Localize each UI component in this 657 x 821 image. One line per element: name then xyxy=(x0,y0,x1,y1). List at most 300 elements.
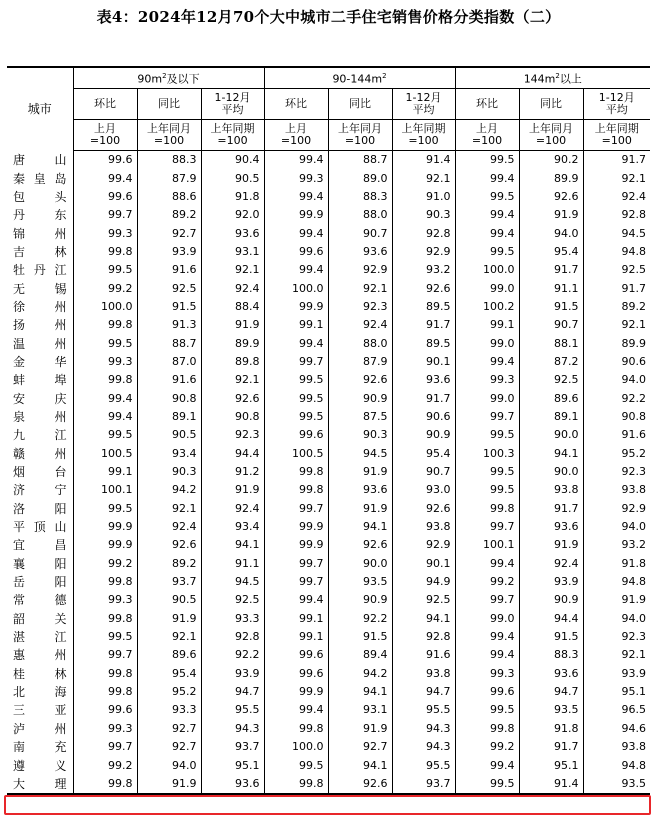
city-name: 九江 xyxy=(13,428,67,443)
table-row xyxy=(7,683,650,701)
index-value-cell: 99.0 xyxy=(455,279,519,297)
city-name: 桂林 xyxy=(13,666,67,681)
group-header-text: 144m xyxy=(523,72,556,86)
index-value-cell: 93.9 xyxy=(583,665,650,683)
index-value-cell: 99.9 xyxy=(73,518,137,536)
index-value-cell: 99.6 xyxy=(73,151,137,170)
index-value-cell: 91.7 xyxy=(519,500,583,518)
index-value-cell: 99.7 xyxy=(73,738,137,756)
index-value-cell: 100.2 xyxy=(455,298,519,316)
group-header-text: 90m xyxy=(137,72,163,86)
index-value-cell: 92.2 xyxy=(201,646,264,664)
index-value-cell: 94.8 xyxy=(583,243,650,261)
index-value-cell: 94.5 xyxy=(583,224,650,242)
index-value-cell: 94.1 xyxy=(328,518,392,536)
index-value-cell: 94.7 xyxy=(392,683,455,701)
index-value-cell: 99.5 xyxy=(455,426,519,444)
index-value-cell: 89.5 xyxy=(392,334,455,352)
index-value-cell: 94.4 xyxy=(519,610,583,628)
index-value-cell: 93.4 xyxy=(137,445,201,463)
index-value-cell: 99.9 xyxy=(264,206,328,224)
index-value-cell: 92.4 xyxy=(137,518,201,536)
sub-column-header: 1-12月 平均 xyxy=(583,89,650,120)
sub-column-header: 1-12月 平均 xyxy=(392,89,455,120)
index-value-cell: 94.2 xyxy=(328,665,392,683)
city-name: 秦皇岛 xyxy=(13,171,67,186)
table-row xyxy=(7,298,650,316)
index-value-cell: 91.8 xyxy=(201,188,264,206)
index-value-cell: 93.9 xyxy=(201,665,264,683)
table-row xyxy=(7,536,650,554)
index-value-cell: 100.0 xyxy=(73,298,137,316)
index-value-cell: 89.1 xyxy=(137,408,201,426)
index-value-cell: 88.1 xyxy=(519,334,583,352)
page-title: 表4：2024年12月70个大中城市二手住宅销售价格分类指数（二） xyxy=(96,8,561,26)
index-value-cell: 90.1 xyxy=(392,555,455,573)
index-value-cell: 91.9 xyxy=(328,500,392,518)
index-value-cell: 91.9 xyxy=(519,206,583,224)
index-value-cell: 100.1 xyxy=(73,481,137,499)
index-value-cell: 99.4 xyxy=(73,408,137,426)
index-value-cell: 93.6 xyxy=(392,371,455,389)
city-name: 常德 xyxy=(13,593,67,608)
index-value-cell: 94.8 xyxy=(583,756,650,774)
table-row xyxy=(7,500,650,518)
index-value-cell: 99.6 xyxy=(73,701,137,719)
index-value-cell: 99.9 xyxy=(264,298,328,316)
index-value-cell: 89.2 xyxy=(137,206,201,224)
index-value-cell: 87.5 xyxy=(328,408,392,426)
index-value-cell: 99.3 xyxy=(73,591,137,609)
index-value-cell: 93.6 xyxy=(328,481,392,499)
table-row xyxy=(7,261,650,279)
index-value-cell: 92.8 xyxy=(392,224,455,242)
index-value-cell: 90.9 xyxy=(519,591,583,609)
index-value-cell: 99.5 xyxy=(73,426,137,444)
index-value-cell: 91.6 xyxy=(392,646,455,664)
index-value-cell: 99.5 xyxy=(73,334,137,352)
index-value-cell: 99.9 xyxy=(264,536,328,554)
index-value-cell: 99.7 xyxy=(455,408,519,426)
index-value-cell: 99.7 xyxy=(73,206,137,224)
index-value-cell: 99.5 xyxy=(455,775,519,794)
index-value-cell: 88.3 xyxy=(137,151,201,170)
group-header-sup: 2 xyxy=(382,72,387,81)
city-name: 惠州 xyxy=(13,648,67,663)
index-value-cell: 92.1 xyxy=(392,169,455,187)
table-row xyxy=(7,445,650,463)
index-value-cell: 91.8 xyxy=(519,720,583,738)
index-value-cell: 89.6 xyxy=(137,646,201,664)
table-row xyxy=(7,738,650,756)
city-name: 大理 xyxy=(7,775,73,794)
index-value-cell: 95.1 xyxy=(519,756,583,774)
index-value-cell: 92.8 xyxy=(392,628,455,646)
index-value-cell: 99.2 xyxy=(455,573,519,591)
index-value-cell: 92.2 xyxy=(583,389,650,407)
sub-column-header: 环比 xyxy=(73,89,137,120)
index-value-cell: 93.9 xyxy=(519,573,583,591)
index-value-cell: 99.4 xyxy=(455,756,519,774)
city-name: 宜昌 xyxy=(13,538,67,553)
index-value-cell: 99.8 xyxy=(73,775,137,794)
index-value-cell: 92.9 xyxy=(392,536,455,554)
index-value-cell: 99.7 xyxy=(264,353,328,371)
index-value-cell: 93.1 xyxy=(201,243,264,261)
index-value-cell: 90.7 xyxy=(392,463,455,481)
index-value-cell: 99.8 xyxy=(73,665,137,683)
index-value-cell: 94.2 xyxy=(137,481,201,499)
index-value-cell: 92.5 xyxy=(392,591,455,609)
index-value-cell: 99.4 xyxy=(264,701,328,719)
city-name: 平顶山 xyxy=(13,520,67,535)
index-value-cell: 99.4 xyxy=(455,224,519,242)
index-value-cell: 90.0 xyxy=(519,426,583,444)
index-value-cell: 90.3 xyxy=(328,426,392,444)
index-value-cell: 90.6 xyxy=(583,353,650,371)
index-value-cell: 92.1 xyxy=(201,261,264,279)
index-value-cell: 90.9 xyxy=(392,426,455,444)
index-value-cell: 92.9 xyxy=(328,261,392,279)
index-value-cell: 92.9 xyxy=(392,243,455,261)
index-value-cell: 100.0 xyxy=(264,738,328,756)
index-value-cell: 99.3 xyxy=(73,720,137,738)
table-row xyxy=(7,224,650,242)
index-value-cell: 88.4 xyxy=(201,298,264,316)
index-value-cell: 99.1 xyxy=(264,610,328,628)
index-value-cell: 99.3 xyxy=(455,665,519,683)
table-row xyxy=(7,151,650,170)
table-row xyxy=(7,573,650,591)
index-value-cell: 90.7 xyxy=(328,224,392,242)
index-value-cell: 90.6 xyxy=(392,408,455,426)
city-name: 赣州 xyxy=(13,446,67,461)
index-value-cell: 95.4 xyxy=(137,665,201,683)
city-name: 丹东 xyxy=(13,208,67,223)
index-value-cell: 89.0 xyxy=(328,169,392,187)
index-value-cell: 90.5 xyxy=(201,169,264,187)
base-column-header: 上年同期 =100 xyxy=(201,120,264,151)
index-value-cell: 88.3 xyxy=(328,188,392,206)
index-value-cell: 99.8 xyxy=(73,243,137,261)
index-value-cell: 99.6 xyxy=(264,243,328,261)
sub-column-header: 1-12月 平均 xyxy=(201,89,264,120)
table-body xyxy=(7,151,650,795)
index-value-cell: 92.5 xyxy=(137,279,201,297)
index-value-cell: 94.5 xyxy=(201,573,264,591)
index-value-cell: 93.2 xyxy=(583,536,650,554)
index-value-cell: 92.5 xyxy=(201,591,264,609)
index-value-cell: 91.5 xyxy=(137,298,201,316)
index-value-cell: 92.9 xyxy=(583,500,650,518)
index-value-cell: 89.2 xyxy=(583,298,650,316)
index-value-cell: 91.1 xyxy=(519,279,583,297)
index-value-cell: 99.4 xyxy=(73,389,137,407)
index-value-cell: 91.9 xyxy=(328,463,392,481)
index-value-cell: 93.3 xyxy=(201,610,264,628)
index-value-cell: 99.7 xyxy=(455,518,519,536)
index-value-cell: 89.9 xyxy=(201,334,264,352)
group-header xyxy=(455,67,650,89)
index-value-cell: 93.6 xyxy=(328,243,392,261)
table-row xyxy=(7,188,650,206)
index-value-cell: 99.4 xyxy=(73,169,137,187)
index-value-cell: 87.2 xyxy=(519,353,583,371)
index-value-cell: 92.5 xyxy=(583,261,650,279)
index-value-cell: 93.8 xyxy=(583,481,650,499)
city-name: 南充 xyxy=(13,740,67,755)
index-value-cell: 91.9 xyxy=(583,591,650,609)
index-value-cell: 92.4 xyxy=(583,188,650,206)
index-value-cell: 94.5 xyxy=(328,445,392,463)
index-value-cell: 99.9 xyxy=(264,518,328,536)
index-value-cell: 92.7 xyxy=(328,738,392,756)
index-value-cell: 93.3 xyxy=(137,701,201,719)
index-value-cell: 99.4 xyxy=(455,206,519,224)
index-value-cell: 99.4 xyxy=(455,646,519,664)
sub-column-header: 同比 xyxy=(137,89,201,120)
group-header-text: 90-144m xyxy=(332,72,383,86)
index-value-cell: 94.0 xyxy=(583,371,650,389)
index-value-cell: 91.1 xyxy=(201,555,264,573)
index-value-cell: 99.2 xyxy=(455,738,519,756)
index-value-cell: 91.9 xyxy=(137,775,201,794)
index-value-cell: 99.0 xyxy=(455,610,519,628)
table-row xyxy=(7,316,650,334)
index-value-cell: 94.0 xyxy=(583,518,650,536)
index-value-cell: 100.0 xyxy=(455,261,519,279)
index-value-cell: 91.9 xyxy=(328,720,392,738)
index-value-cell: 93.6 xyxy=(519,518,583,536)
index-value-cell: 92.8 xyxy=(583,206,650,224)
index-value-cell: 87.9 xyxy=(328,353,392,371)
index-value-cell: 94.6 xyxy=(583,720,650,738)
index-value-cell: 93.5 xyxy=(519,701,583,719)
index-value-cell: 99.6 xyxy=(264,646,328,664)
index-value-cell: 91.0 xyxy=(392,188,455,206)
index-value-cell: 99.4 xyxy=(264,151,328,170)
index-value-cell: 93.8 xyxy=(392,518,455,536)
sub-column-header: 同比 xyxy=(519,89,583,120)
index-value-cell: 94.1 xyxy=(328,683,392,701)
index-value-cell: 92.4 xyxy=(201,279,264,297)
index-value-cell: 99.8 xyxy=(455,720,519,738)
table-row xyxy=(7,481,650,499)
index-value-cell: 94.1 xyxy=(392,610,455,628)
index-value-cell: 95.4 xyxy=(519,243,583,261)
index-value-cell: 93.6 xyxy=(201,775,264,794)
index-value-cell: 99.7 xyxy=(455,591,519,609)
index-value-cell: 100.5 xyxy=(73,445,137,463)
index-value-cell: 89.4 xyxy=(328,646,392,664)
table-row xyxy=(7,408,650,426)
index-value-cell: 99.3 xyxy=(73,353,137,371)
index-value-cell: 93.6 xyxy=(519,665,583,683)
index-value-cell: 90.9 xyxy=(328,389,392,407)
index-value-cell: 95.5 xyxy=(392,756,455,774)
index-value-cell: 91.8 xyxy=(583,555,650,573)
index-value-cell: 94.7 xyxy=(201,683,264,701)
index-value-cell: 99.1 xyxy=(455,316,519,334)
index-value-cell: 99.5 xyxy=(455,701,519,719)
index-value-cell: 99.8 xyxy=(455,500,519,518)
index-value-cell: 91.7 xyxy=(583,151,650,170)
index-value-cell: 93.9 xyxy=(137,243,201,261)
index-value-cell: 89.6 xyxy=(519,389,583,407)
index-value-cell: 91.7 xyxy=(392,316,455,334)
index-value-cell: 99.2 xyxy=(73,756,137,774)
index-value-cell: 95.5 xyxy=(201,701,264,719)
index-value-cell: 100.5 xyxy=(264,445,328,463)
index-value-cell: 91.6 xyxy=(137,261,201,279)
index-value-cell: 90.5 xyxy=(137,591,201,609)
index-value-cell: 90.9 xyxy=(328,591,392,609)
index-value-cell: 92.4 xyxy=(201,500,264,518)
index-value-cell: 93.5 xyxy=(328,573,392,591)
index-value-cell: 95.5 xyxy=(392,701,455,719)
index-value-cell: 93.7 xyxy=(201,738,264,756)
city-name: 北海 xyxy=(13,685,67,700)
index-value-cell: 94.3 xyxy=(201,720,264,738)
index-value-cell: 94.3 xyxy=(392,720,455,738)
index-value-cell: 99.4 xyxy=(264,334,328,352)
table-row xyxy=(7,756,650,774)
sub-column-header: 同比 xyxy=(328,89,392,120)
city-column-header: 城市 xyxy=(7,67,73,151)
index-value-cell: 91.9 xyxy=(201,481,264,499)
table-header xyxy=(7,67,650,151)
city-name: 唐山 xyxy=(13,152,67,167)
group-header-suffix: 及以下 xyxy=(166,72,200,86)
index-value-cell: 99.1 xyxy=(73,463,137,481)
table-row xyxy=(7,775,650,794)
table-row xyxy=(7,555,650,573)
table-row xyxy=(7,646,650,664)
index-value-cell: 92.1 xyxy=(201,371,264,389)
index-value-cell: 90.4 xyxy=(201,151,264,170)
base-column-header: 上年同月 =100 xyxy=(137,120,201,151)
index-value-cell: 99.5 xyxy=(264,389,328,407)
index-value-cell: 89.8 xyxy=(201,353,264,371)
table-row xyxy=(7,720,650,738)
table-row xyxy=(7,701,650,719)
index-value-cell: 99.8 xyxy=(264,720,328,738)
city-name: 吉林 xyxy=(13,244,67,259)
index-value-cell: 92.5 xyxy=(519,371,583,389)
group-header-sup: 2 xyxy=(162,72,167,81)
group-header-sup: 2 xyxy=(555,72,560,81)
index-value-cell: 91.5 xyxy=(519,628,583,646)
index-value-cell: 99.8 xyxy=(264,775,328,794)
index-value-cell: 99.7 xyxy=(264,573,328,591)
index-value-cell: 91.4 xyxy=(392,151,455,170)
table-row xyxy=(7,353,650,371)
index-value-cell: 94.0 xyxy=(519,224,583,242)
index-value-cell: 93.8 xyxy=(392,665,455,683)
index-value-cell: 92.3 xyxy=(201,426,264,444)
index-value-cell: 92.1 xyxy=(583,316,650,334)
index-value-cell: 92.3 xyxy=(583,463,650,481)
index-value-cell: 99.8 xyxy=(73,371,137,389)
index-value-cell: 93.0 xyxy=(392,481,455,499)
city-name: 泸州 xyxy=(13,721,67,736)
index-value-cell: 92.3 xyxy=(583,628,650,646)
index-value-cell: 99.3 xyxy=(264,169,328,187)
city-name: 泉州 xyxy=(13,409,67,424)
index-value-cell: 99.6 xyxy=(455,683,519,701)
city-name: 洛阳 xyxy=(13,501,67,516)
index-value-cell: 100.1 xyxy=(455,536,519,554)
index-value-cell: 94.4 xyxy=(201,445,264,463)
index-value-cell: 93.8 xyxy=(583,738,650,756)
index-value-cell: 90.3 xyxy=(392,206,455,224)
index-value-cell: 95.1 xyxy=(583,683,650,701)
table-row xyxy=(7,628,650,646)
index-value-cell: 99.1 xyxy=(264,316,328,334)
index-value-cell: 92.6 xyxy=(519,188,583,206)
index-value-cell: 94.0 xyxy=(137,756,201,774)
index-value-cell: 94.7 xyxy=(519,683,583,701)
index-value-cell: 95.1 xyxy=(201,756,264,774)
index-value-cell: 93.6 xyxy=(201,224,264,242)
base-column-header: 上月 =100 xyxy=(73,120,137,151)
index-value-cell: 90.2 xyxy=(519,151,583,170)
index-value-cell: 99.4 xyxy=(264,224,328,242)
index-value-cell: 91.2 xyxy=(201,463,264,481)
index-value-cell: 91.7 xyxy=(583,279,650,297)
index-value-cell: 99.5 xyxy=(455,463,519,481)
sub-column-header: 环比 xyxy=(455,89,519,120)
index-value-cell: 91.3 xyxy=(137,316,201,334)
index-value-cell: 90.5 xyxy=(137,426,201,444)
index-value-cell: 99.4 xyxy=(455,628,519,646)
index-value-cell: 92.7 xyxy=(137,738,201,756)
index-value-cell: 94.9 xyxy=(392,573,455,591)
index-value-cell: 99.0 xyxy=(455,334,519,352)
index-value-cell: 95.2 xyxy=(137,683,201,701)
index-value-cell: 91.6 xyxy=(137,371,201,389)
index-value-cell: 88.6 xyxy=(137,188,201,206)
city-name: 遵义 xyxy=(13,758,67,773)
index-value-cell: 99.8 xyxy=(264,481,328,499)
base-column-header: 上月 =100 xyxy=(455,120,519,151)
base-column-header: 上年同月 =100 xyxy=(519,120,583,151)
index-value-cell: 92.6 xyxy=(201,389,264,407)
index-value-cell: 87.0 xyxy=(137,353,201,371)
index-value-cell: 90.3 xyxy=(137,463,201,481)
index-value-cell: 99.5 xyxy=(264,408,328,426)
city-name: 襄阳 xyxy=(13,556,67,571)
city-name: 无锡 xyxy=(13,281,67,296)
table-row xyxy=(7,371,650,389)
index-value-cell: 92.1 xyxy=(583,646,650,664)
city-name: 三亚 xyxy=(13,703,67,718)
index-value-cell: 99.8 xyxy=(73,610,137,628)
index-value-cell: 99.5 xyxy=(264,756,328,774)
index-value-cell: 92.1 xyxy=(328,279,392,297)
index-value-cell: 96.5 xyxy=(583,701,650,719)
index-value-cell: 89.1 xyxy=(519,408,583,426)
index-value-cell: 90.8 xyxy=(137,389,201,407)
base-column-header: 上年同月 =100 xyxy=(328,120,392,151)
table-row xyxy=(7,426,650,444)
index-value-cell: 99.4 xyxy=(264,261,328,279)
city-name: 锦州 xyxy=(13,226,67,241)
index-value-cell: 91.9 xyxy=(137,610,201,628)
index-value-cell: 95.2 xyxy=(583,445,650,463)
table-row xyxy=(7,518,650,536)
index-value-cell: 91.5 xyxy=(519,298,583,316)
